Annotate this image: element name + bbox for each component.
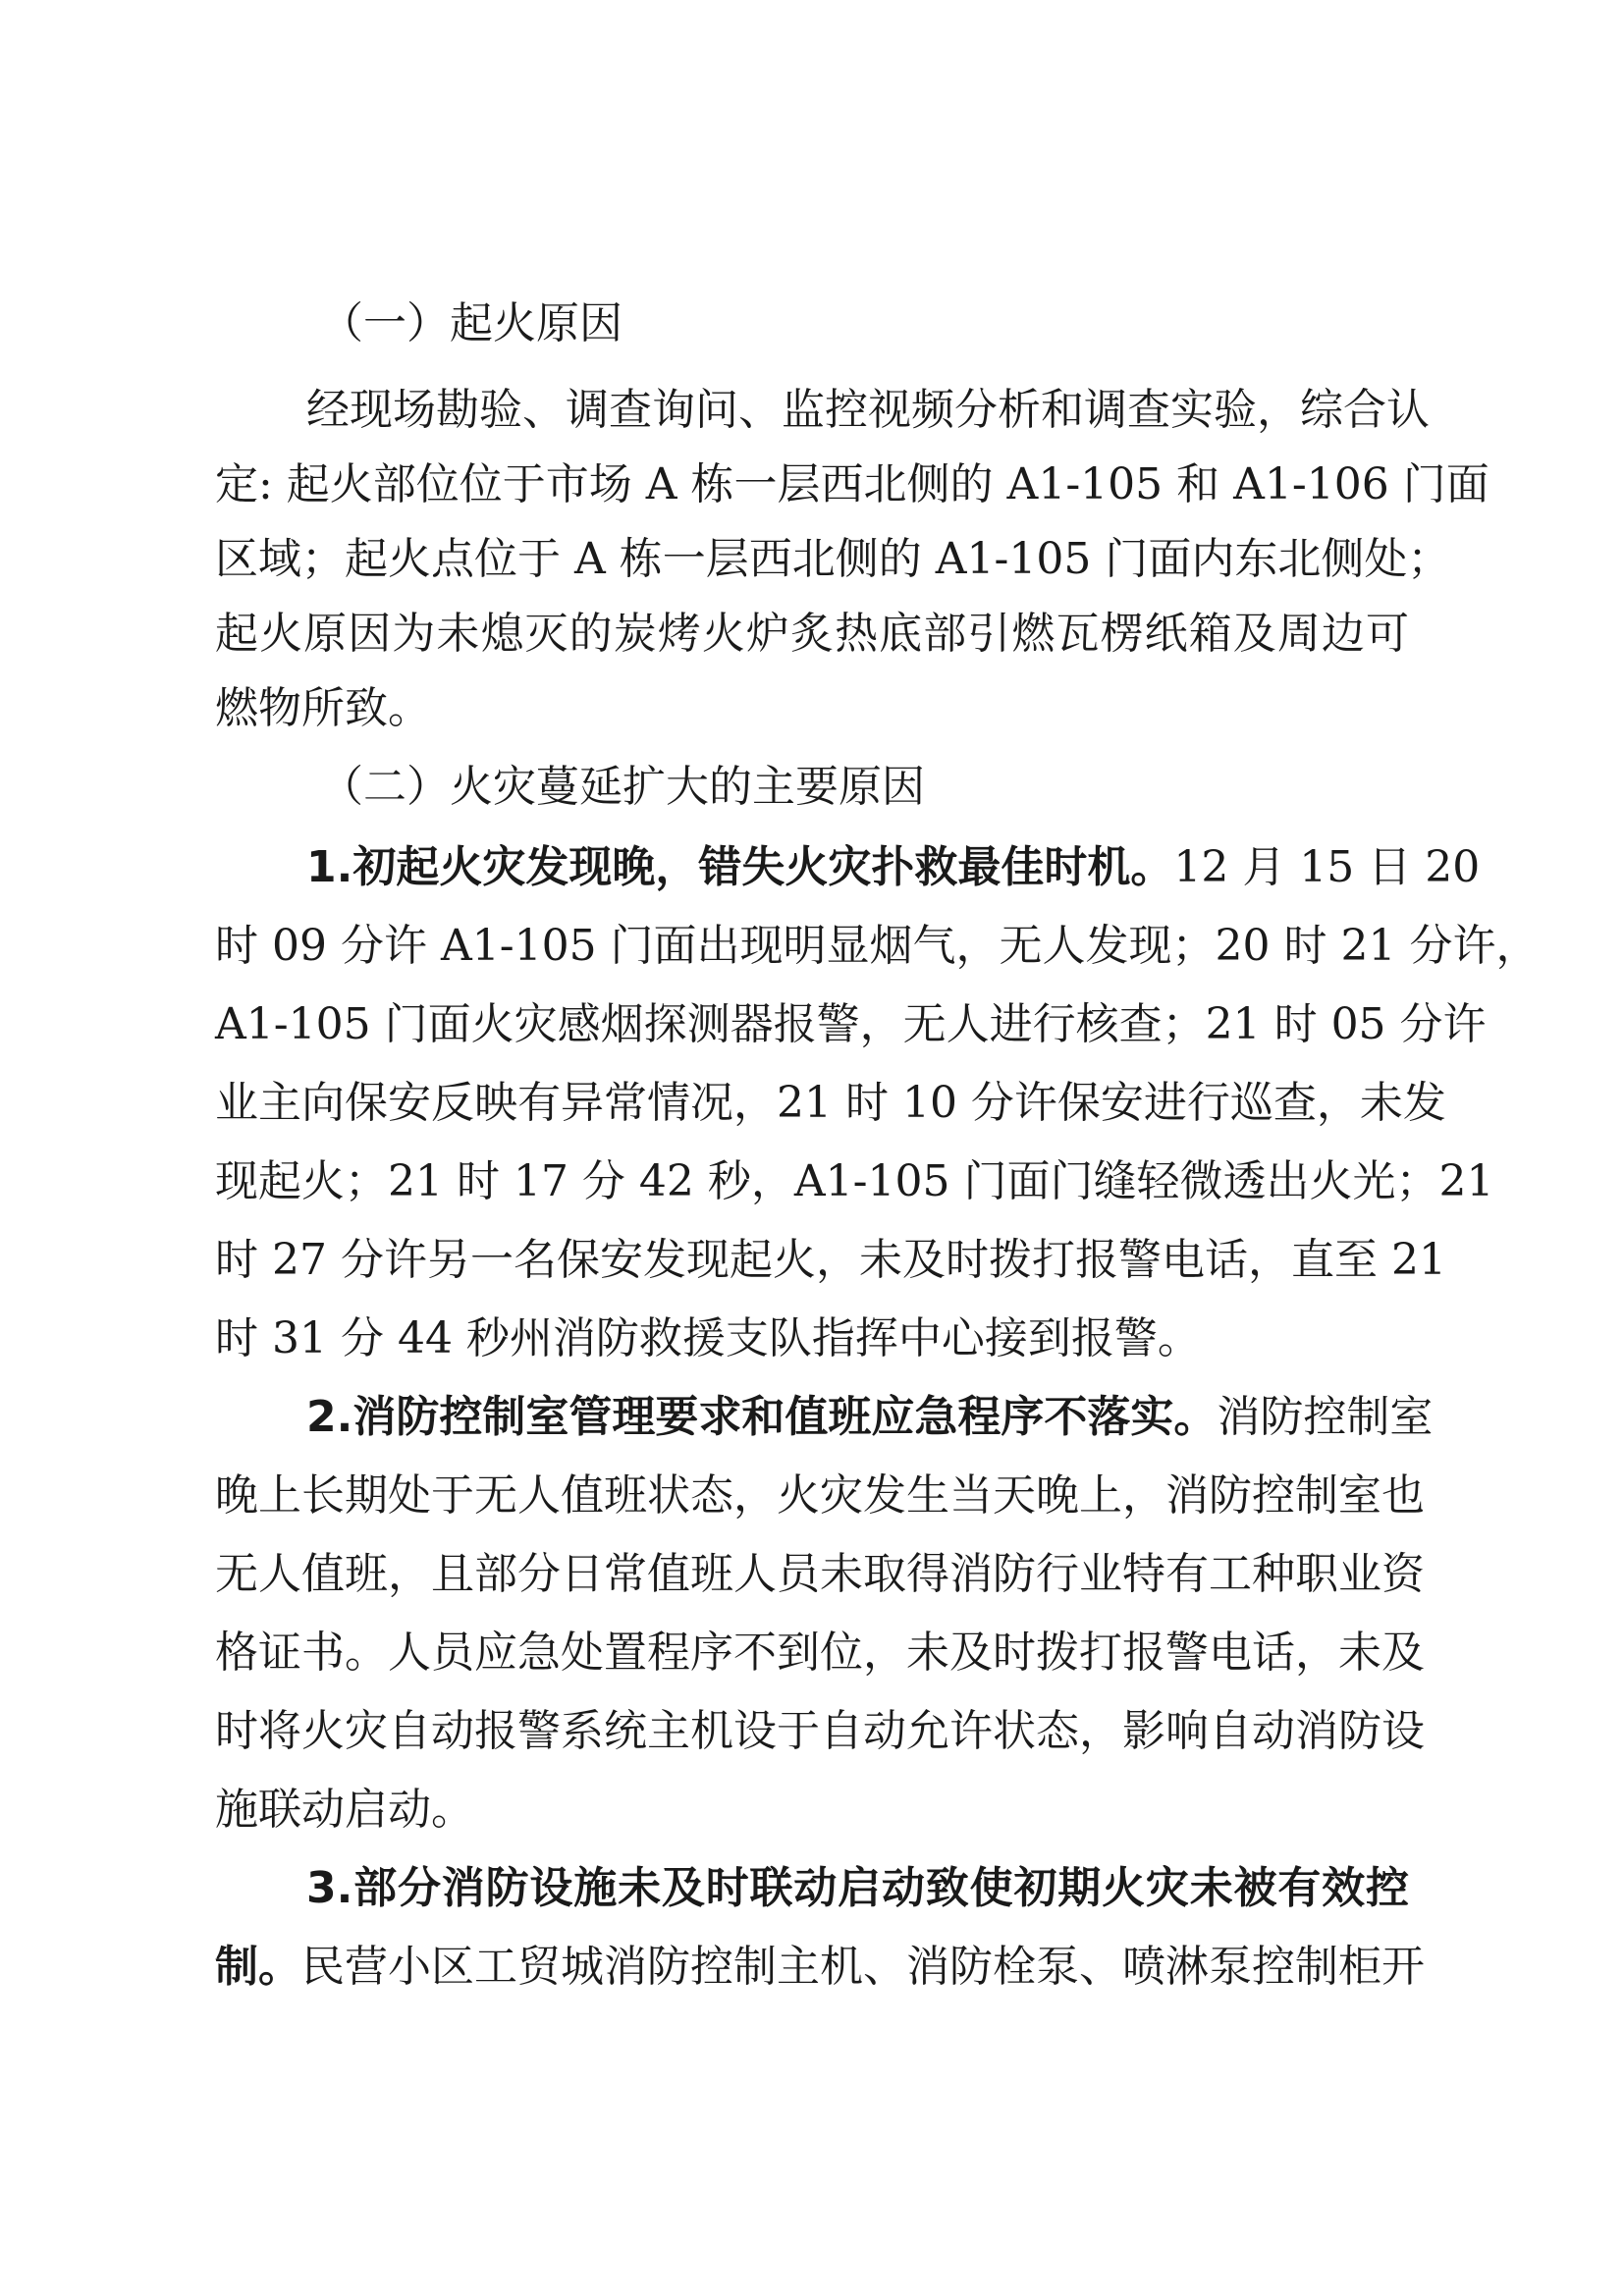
paragraph-line: A1-105 门面火灾感烟探测器报警，无人进行核查；21 时 05 分许: [215, 999, 1487, 1049]
paragraph-line: 施联动启动。: [215, 1785, 474, 1835]
section-heading-2: （二）火灾蔓延扩大的主要原因: [320, 762, 925, 812]
item-1-first-line: [306, 828, 1481, 907]
paragraph-line: 时 27 分许另一名保安发现起火，未及时拨打报警电话，直至 21: [215, 1235, 1446, 1285]
item-3-title-end: 制。: [215, 1942, 301, 1992]
item-1-text: 12 月 15 日 20: [1173, 842, 1481, 892]
item-2-text: 消防控制室: [1217, 1392, 1434, 1442]
item-3-title-line: 3.部分消防设施未及时联动启动致使初期火灾未被有效控: [306, 1863, 1409, 1913]
item-3-text: 民营小区工贸城消防控制主机、消防栓泵、喷淋泵控制柜开: [301, 1942, 1425, 1992]
item-1-title: 1.初起火灾发现晚，错失火灾扑救最佳时机。: [306, 842, 1174, 892]
item-3-second-line: [215, 1928, 1425, 2006]
paragraph-line: 区域；起火点位于 A 栋一层西北侧的 A1-105 门面内东北侧处；: [215, 534, 1451, 584]
paragraph-line: 时 31 分 44 秒州消防救援支队指挥中心接到报警。: [215, 1313, 1201, 1363]
paragraph-line: 业主向保安反映有异常情况，21 时 10 分许保安进行巡查，未发: [215, 1078, 1446, 1128]
paragraph-line: 时将火灾自动报警系统主机设于自动允许状态，影响自动消防设: [215, 1706, 1425, 1756]
paragraph-line: 经现场勘验、调查询问、监控视频分析和调查实验，综合认: [306, 385, 1430, 435]
item-2-title: 2.消防控制室管理要求和值班应急程序不落实。: [306, 1392, 1218, 1442]
paragraph-line: 时 09 分许 A1-105 门面出现明显烟气，无人发现；20 时 21 分许，: [215, 921, 1540, 971]
item-2-first-line: [306, 1378, 1434, 1457]
paragraph-line: 晚上长期处于无人值班状态，火灾发生当天晚上，消防控制室也: [215, 1470, 1425, 1521]
paragraph-line: 格证书。人员应急处置程序不到位，未及时拨打报警电话，未及: [215, 1628, 1425, 1678]
paragraph-line: 起火原因为未熄灭的炭烤火炉炙热底部引燃瓦楞纸箱及周边可: [215, 609, 1409, 659]
paragraph-line: 燃物所致。: [215, 683, 431, 733]
paragraph-line: 无人值班，且部分日常值班人员未取得消防行业特有工种职业资: [215, 1549, 1425, 1599]
section-heading-1: （一）起火原因: [320, 298, 623, 348]
paragraph-line: 现起火；21 时 17 分 42 秒，A1-105 门面门缝轻微透出火光；21: [215, 1156, 1494, 1206]
paragraph-line: 定: 起火部位位于市场 A 栋一层西北侧的 A1-105 和 A1-106 门面: [215, 459, 1489, 509]
